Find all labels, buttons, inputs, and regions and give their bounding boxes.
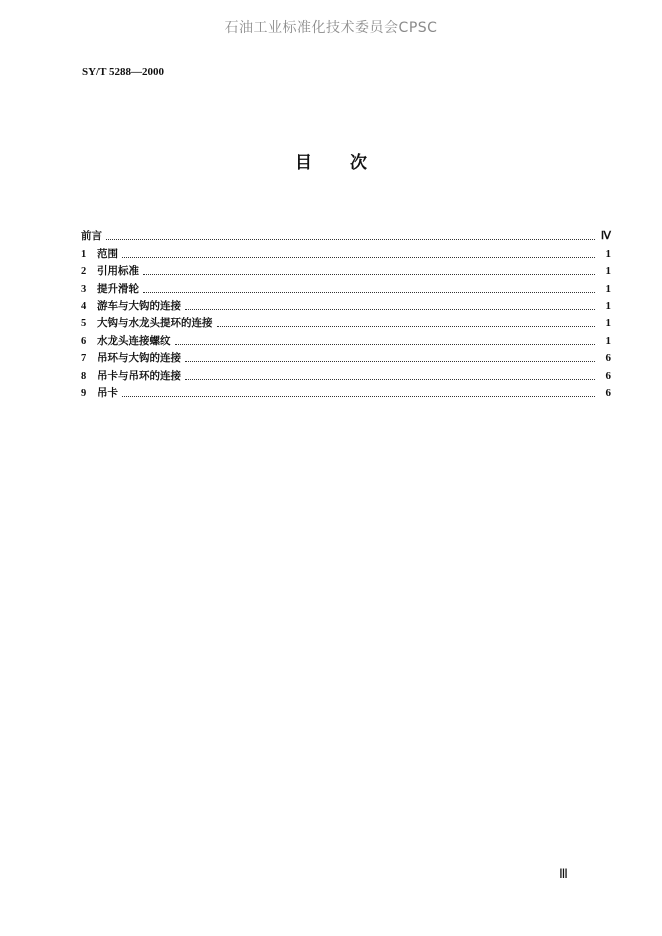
toc-item-number: 1: [81, 248, 87, 260]
toc-item-8[interactable]: [81, 365, 611, 382]
table-of-contents: [81, 226, 611, 400]
toc-item-number: 7: [81, 353, 87, 365]
toc-leader-dots: [185, 309, 595, 310]
toc-item-page: Ⅳ: [600, 230, 611, 243]
toc-leader-dots: [143, 274, 595, 275]
toc-item-label: 水龙头连接螺纹: [97, 334, 171, 347]
toc-item-4[interactable]: [81, 296, 611, 313]
toc-item-2[interactable]: [81, 261, 611, 278]
toc-leader-dots: [185, 379, 595, 380]
toc-item-number: 8: [81, 370, 87, 382]
toc-item-page: 6: [605, 369, 611, 382]
toc-item-6[interactable]: [81, 330, 611, 347]
toc-item-5[interactable]: [81, 313, 611, 330]
toc-leader-dots: [106, 239, 595, 240]
toc-item-number: 6: [81, 335, 87, 347]
toc-item-page: 1: [605, 247, 611, 260]
toc-item-page: 1: [605, 299, 611, 312]
toc-item-7[interactable]: [81, 348, 611, 365]
toc-item-label: 吊环与大钩的连接: [97, 352, 181, 365]
toc-leader-dots: [122, 396, 595, 397]
page-title: 目次: [295, 153, 405, 173]
toc-item-number: 9: [81, 387, 87, 399]
toc-item-page: 1: [605, 334, 611, 347]
toc-leader-dots: [185, 361, 595, 362]
toc-item-foreword[interactable]: [81, 226, 611, 243]
toc-item-page: 6: [605, 386, 611, 399]
toc-item-label: 范围: [97, 247, 118, 260]
toc-leader-dots: [122, 257, 595, 258]
watermark-text: 石油工业标准化技术委员会CPSC: [224, 20, 438, 36]
toc-item-number: 5: [81, 318, 87, 330]
toc-item-label: 提升滑轮: [97, 282, 139, 295]
toc-item-label: 大钩与水龙头提环的连接: [97, 317, 213, 330]
toc-item-page: 6: [605, 352, 611, 365]
toc-item-number: 2: [81, 266, 87, 278]
toc-item-label: 引用标准: [97, 265, 139, 278]
toc-item-label: 吊卡与吊环的连接: [97, 369, 181, 382]
toc-item-page: 1: [605, 282, 611, 295]
toc-item-number: 3: [81, 283, 87, 295]
toc-item-label: 游车与大钩的连接: [97, 299, 181, 312]
toc-item-label: 前言: [81, 230, 102, 243]
toc-leader-dots: [143, 292, 595, 293]
toc-item-9[interactable]: [81, 383, 611, 400]
toc-item-3[interactable]: [81, 278, 611, 295]
toc-leader-dots: [175, 344, 596, 345]
toc-item-page: 1: [605, 265, 611, 278]
toc-item-page: 1: [605, 317, 611, 330]
toc-leader-dots: [217, 326, 596, 327]
toc-item-label: 吊卡: [97, 386, 118, 399]
page-number: Ⅲ: [559, 866, 568, 881]
toc-item-number: 4: [81, 300, 87, 312]
standard-code: SY/T 5288—2000: [82, 66, 165, 78]
toc-item-1[interactable]: [81, 243, 611, 260]
